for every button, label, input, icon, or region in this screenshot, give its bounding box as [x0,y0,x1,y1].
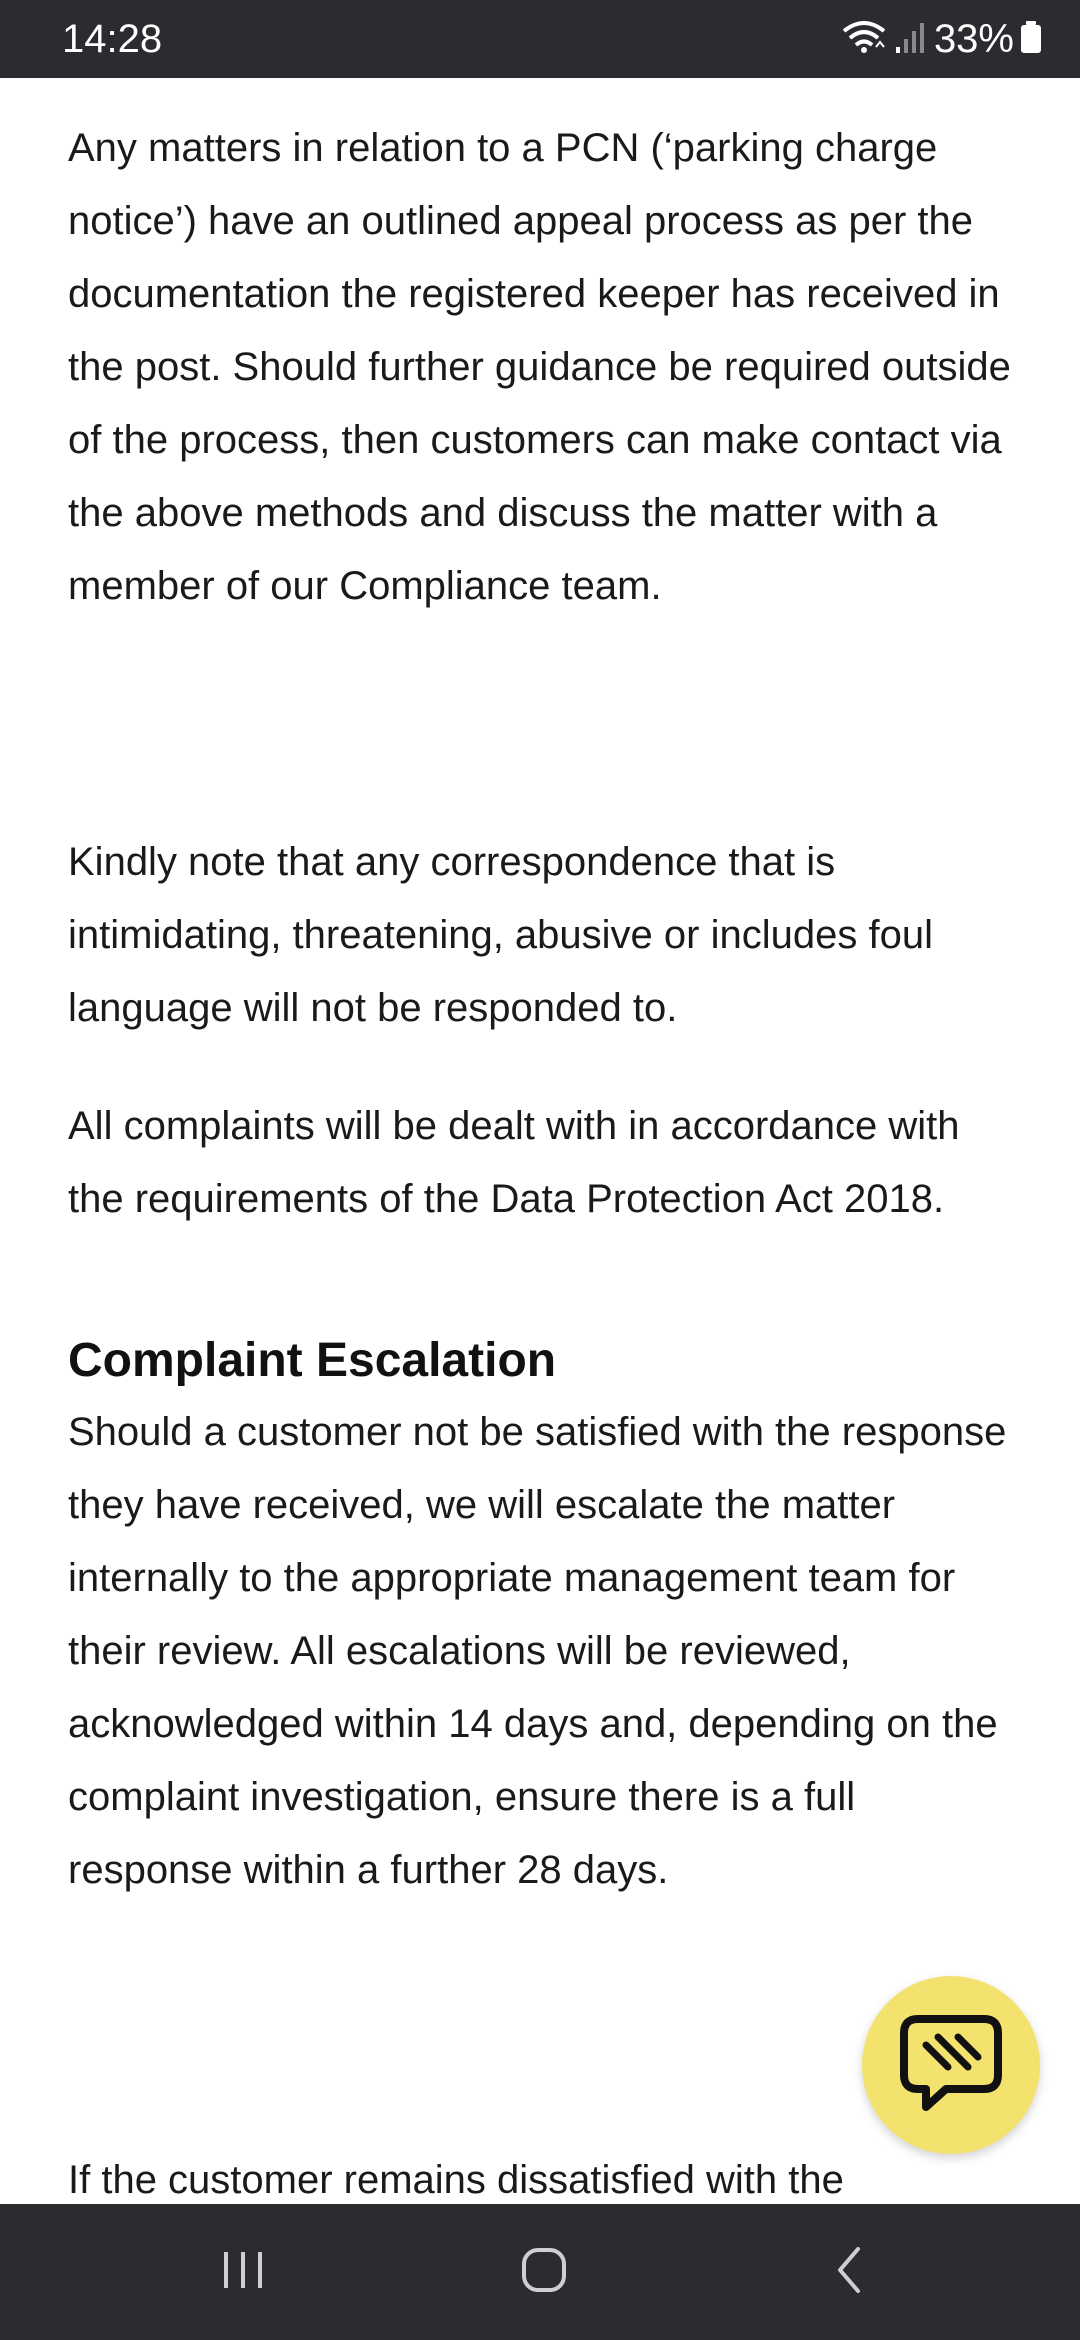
back-button[interactable] [790,2204,910,2340]
home-icon [519,2245,569,2300]
chat-icon [896,2011,1006,2120]
system-nav-bar [0,2204,1080,2340]
recents-icon [218,2248,268,2297]
paragraph-data-protection: All complaints will be dealt with in accordance with the requirements of the Data Protection Act 2018. [68,1104,960,1221]
home-button[interactable] [484,2204,604,2340]
wifi-icon [840,19,888,60]
paragraph-dissatisfied: If the customer remains dissatisfied with the [68,2158,844,2202]
paragraph-pcn-appeal: Any matters in relation to a PCN (‘parking charge notice’) have an outlined appeal process as per the documentation the registered keeper has received in the post. Should further guidance be required outside of the process, then customers can make contact via the above methods and discuss the matter with a member of our Compliance team. [68,126,1011,608]
battery-percent: 33% [933,16,1014,61]
back-icon [830,2245,870,2300]
status-bar [0,0,1080,78]
section-heading-complaint-escalation: Complaint Escalation [68,1334,557,1387]
signal-icon [894,19,928,60]
status-icons [840,0,1042,78]
recents-button[interactable] [183,2204,303,2340]
page-content [68,78,1018,2204]
paragraph-escalation: Should a customer not be satisfied with the response they have received, we will escalate the matter internally to the appropriate management team for their review. All escalations will be reviewed, acknowledged within 14 days and, depending on the complaint investigation, ensure there is a full response within a further 28 days. [68,1410,1007,1892]
battery-icon [1020,19,1042,60]
paragraph-correspondence-note: Kindly note that any correspondence that is intimidating, threatening, abusive or includes foul language will not be responded to. [68,840,933,1030]
status-time: 14:28 [62,17,163,61]
chat-button[interactable] [862,1976,1040,2154]
